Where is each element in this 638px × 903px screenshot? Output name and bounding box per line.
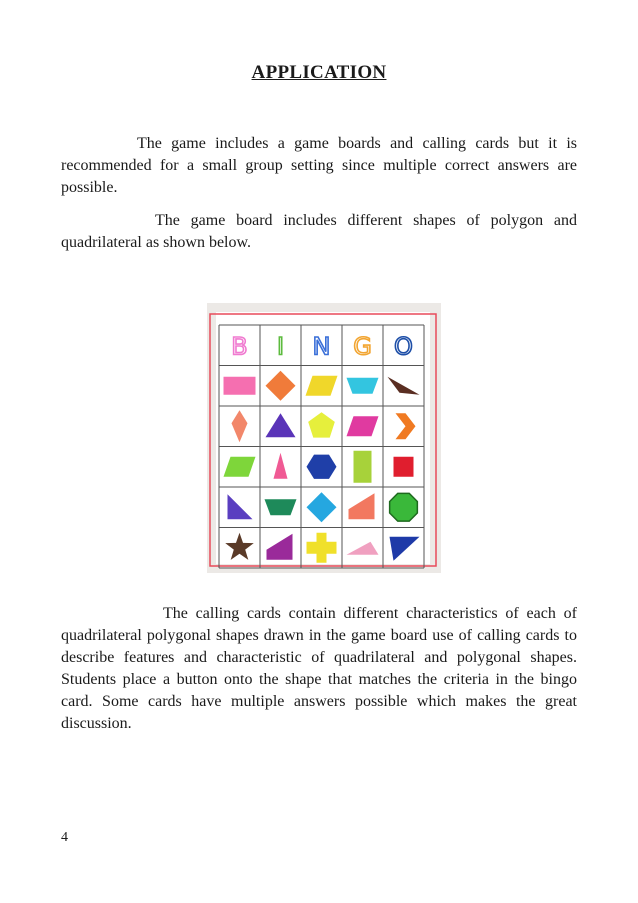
paragraph-intro: The game includes a game boards and calling cards but it is recommended for a small group setting since multiple correct answers are possible. (61, 135, 577, 196)
page-heading: APPLICATION (251, 62, 387, 83)
bingo-board (207, 303, 441, 573)
paragraph-calling-cards: The calling cards contain different characteristics of each of quadrilateral polygonal shapes drawn in the game board use of calling cards to describe features and characteristic of quadrilateral and polygonal shapes. Students place a button onto the shape that matches the criteria in the bingo card. Some cards have multiple answers possible which makes the great discussion. (61, 605, 577, 732)
square-shape (394, 457, 414, 477)
bingo-letter-o: O (394, 332, 413, 361)
tall-rectangle-shape (354, 451, 372, 483)
bingo-letter-b: B (231, 332, 248, 361)
bingo-board-photo (207, 303, 441, 573)
rectangle-shape (224, 377, 256, 395)
octagon-shape (390, 493, 418, 521)
paragraph-game-board: The game board includes different shapes of polygon and quadrilateral as shown below. (61, 212, 577, 251)
bingo-letter-n: N (312, 332, 331, 361)
bingo-letter-i: I (276, 332, 285, 361)
bingo-letter-g: G (353, 332, 372, 361)
page-number: 4 (61, 830, 68, 845)
